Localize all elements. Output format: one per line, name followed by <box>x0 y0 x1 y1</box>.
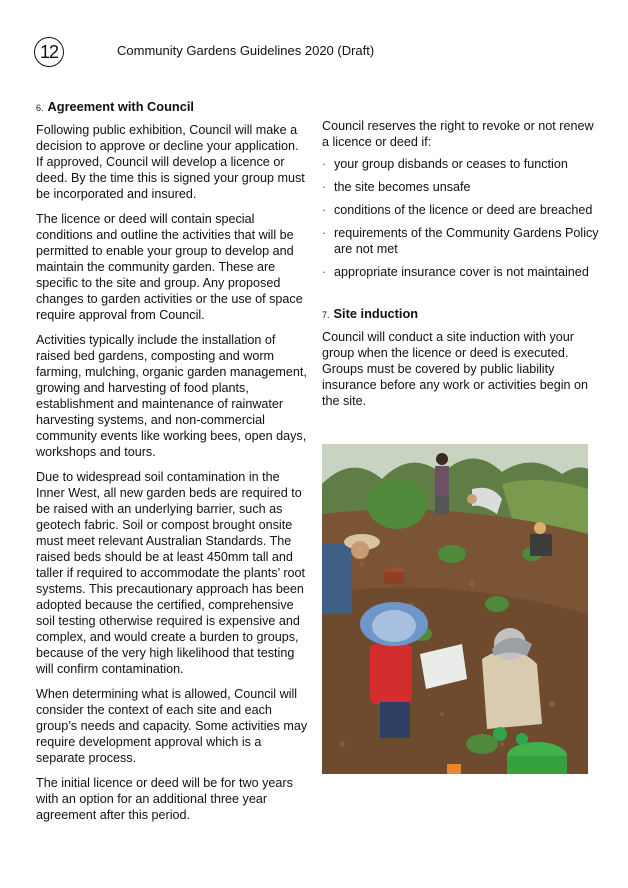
section-7-number: 7. <box>322 310 330 320</box>
section-6-heading <box>36 99 308 116</box>
paragraph: The licence or deed will contain special conditions and outline the activities that will be permitted to enable your group to develop and maintain the community garden. These are specific to the site and group. Any proposed changes to garden activities or the use of space require approval from Council. <box>36 212 303 322</box>
paragraph: When determining what is allowed, Council will consider the context of each site and each group’s needs and capacity. Some activities may require development approval which is a separate process. <box>36 687 308 765</box>
list-item: · conditions of the licence or deed are breached <box>322 202 600 218</box>
document-title: Community Gardens Guidelines 2020 (Draft) <box>117 43 375 58</box>
paragraph: Due to widespread soil contamination in the Inner West, all new garden beds are required to be raised with an underlying barrier, such as geotech fabric. Soil or compost brought onsite must meet relevant Australian Standards. The raised beds should be at least 450mm tall and taller if required to accommodate the plants’ root systems. This precautionary approach has been adopted because the certified, comprehensive soil testing otherwise required is expensive and complex, and would create a burden to groups, because of the very high likelihood that testing will confirm contamination. <box>36 470 306 676</box>
right-column <box>322 118 600 418</box>
list-item: · appropriate insurance cover is not maintained <box>322 264 600 280</box>
section-7-heading <box>322 306 600 323</box>
list-item: · your group disbands or ceases to function <box>322 156 600 172</box>
revoke-intro: Council reserves the right to revoke or not renew a licence or deed if: <box>322 119 594 149</box>
paragraph: The initial licence or deed will be for two years with an option for an additional three year agreement after this period. <box>36 776 293 822</box>
garden-photo <box>322 444 588 774</box>
section-7-title: Site induction <box>333 306 419 321</box>
paragraph: Council will conduct a site induction with your group when the licence or deed is executed. Groups must be covered by public liability insurance before any work or activities begin on the site. <box>322 330 589 408</box>
page-number: 12 <box>34 37 64 67</box>
revoke-list <box>322 156 600 280</box>
section-6-number: 6. <box>36 103 44 113</box>
garden-photo-illustration <box>322 444 588 774</box>
paragraph: Activities typically include the installation of raised bed gardens, composting and worm farming, mulching, organic garden management, growing and harvesting of food plants, establishment and maintenance of rainwater harvesting systems, and non-commercial community events like working bees, open days, workshops and tours. <box>36 333 307 459</box>
list-item: · the site becomes unsafe <box>322 179 600 195</box>
paragraph: Following public exhibition, Council will make a decision to approve or decline your application. If approved, Council will develop a licence or deed. By the time this is signed your group must be incorporated and insured. <box>36 123 305 201</box>
left-column <box>36 99 308 832</box>
list-item: · requirements of the Community Gardens Policy are not met <box>322 225 600 257</box>
section-6-title: Agreement with Council <box>47 99 194 114</box>
